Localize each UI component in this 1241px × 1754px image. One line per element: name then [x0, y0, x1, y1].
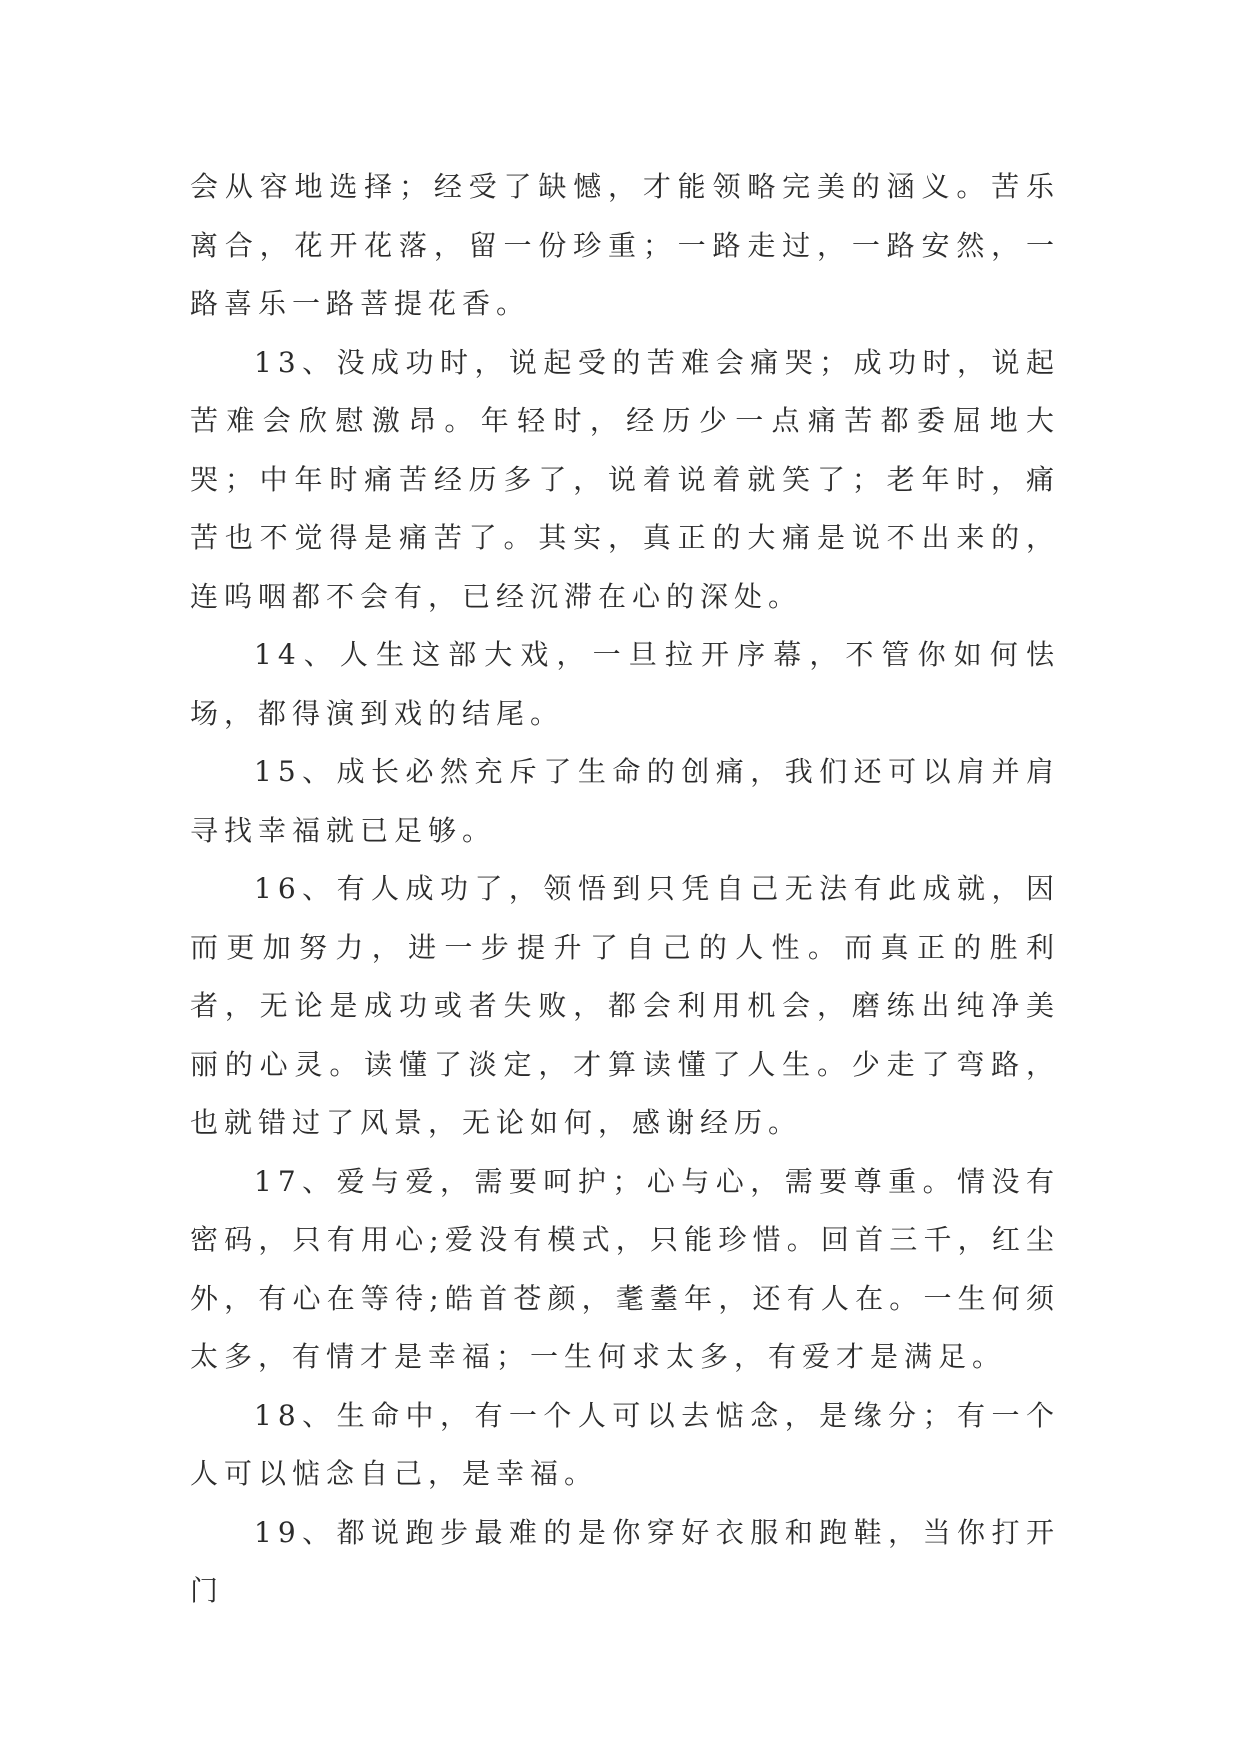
paragraph-13: 13、没成功时，说起受的苦难会痛哭；成功时，说起苦难会欣慰激昂。年轻时，经历少一点痛苦都委屈地大哭；中年时痛苦经历多了，说着说着就笑了；老年时，痛苦也不觉得是痛苦了。其实，真正的大痛是说不出来的，连呜咽都不会有，已经沉滞在心的深处。 — [190, 345, 1060, 613]
paragraph-15: 15、成长必然充斥了生命的创痛，我们还可以肩并肩寻找幸福就已足够。 — [190, 755, 1060, 847]
paragraph-19: 19、都说跑步最难的是你穿好衣服和跑鞋，当你打开门 — [190, 1515, 1060, 1607]
paragraph-17: 17、爱与爱，需要呵护；心与心，需要尊重。情没有密码，只有用心;爱没有模式，只能珍惜。回首三千，红尘外，有心在等待;皓首苍颜，耄耋年，还有人在。一生何须太多，有情才是幸福；一生何求太多，有爱才是满足。 — [190, 1164, 1060, 1373]
paragraph-16: 16、有人成功了，领悟到只凭自己无法有此成就，因而更加努力，进一步提升了自己的人性。而真正的胜利者，无论是成功或者失败，都会利用机会，磨练出纯净美丽的心灵。读懂了淡定，才算读懂了人生。少走了弯路，也就错过了风景，无论如何，感谢经历。 — [190, 872, 1060, 1139]
document-body — [190, 158, 1060, 1621]
paragraph-12-continued: 会从容地选择；经受了缺憾，才能领略完美的涵义。苦乐离合，花开花落，留一份珍重；一路走过，一路安然，一路喜乐一路菩提花香。 — [190, 170, 1060, 320]
paragraph-18: 18、生命中，有一个人可以去惦念，是缘分；有一个人可以惦念自己，是幸福。 — [190, 1398, 1060, 1490]
paragraph-14: 14、人生这部大戏，一旦拉开序幕，不管你如何怯场，都得演到戏的结尾。 — [190, 638, 1060, 730]
